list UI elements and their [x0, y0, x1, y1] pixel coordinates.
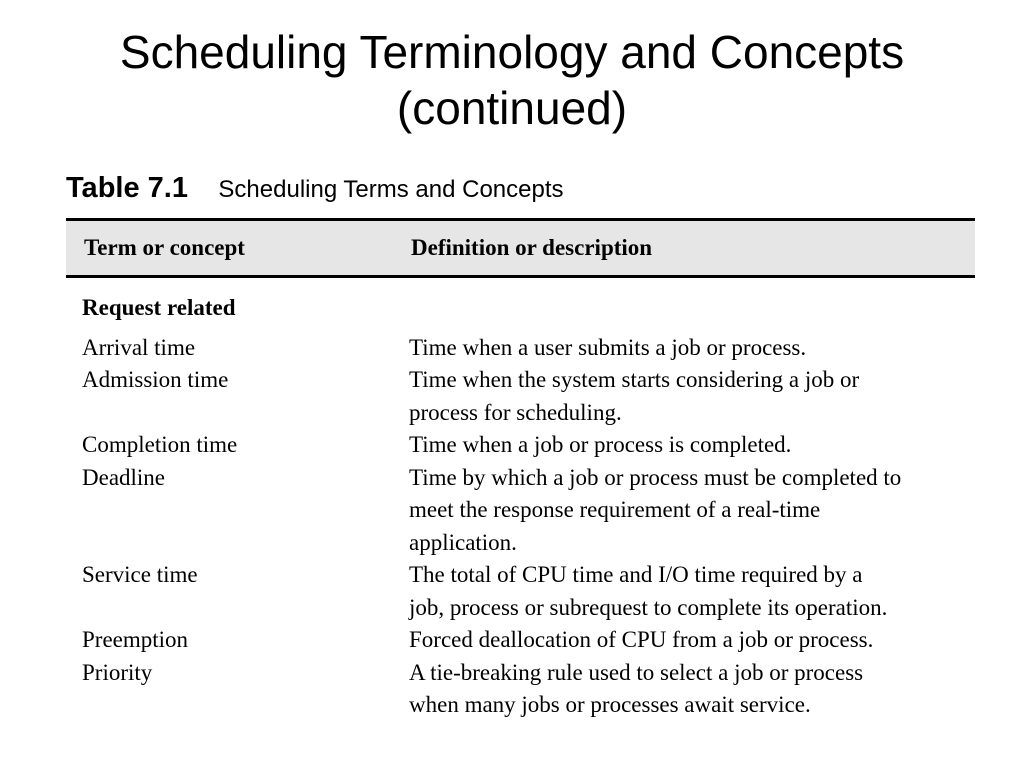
table-row — [66, 624, 975, 657]
table-caption — [66, 172, 564, 205]
table-header — [66, 218, 975, 278]
definition-cell — [409, 332, 975, 365]
header-term: Term or concept — [84, 235, 245, 260]
definition-cell — [409, 364, 975, 429]
definition-line: Time when the system starts considering a job or — [409, 367, 860, 392]
definition-cell — [409, 624, 975, 657]
definition-line: Time when a job or process is completed. — [409, 432, 792, 457]
table-row — [66, 657, 975, 722]
term-cell: Service time — [82, 562, 198, 587]
slide-title — [0, 24, 1024, 136]
slide-title-line-2: (continued) — [396, 82, 628, 134]
definition-line: application. — [409, 529, 517, 555]
table-row — [66, 364, 975, 429]
table-title: Scheduling Terms and Concepts — [218, 176, 564, 203]
term-cell: Completion time — [82, 432, 238, 457]
table-row — [66, 462, 975, 560]
definition-cell — [409, 462, 975, 560]
definition-cell — [409, 559, 975, 624]
table-rows — [66, 332, 975, 722]
definition-line: meet the response requirement of a real-time — [409, 497, 821, 522]
definition-line: Time by which a job or process must be completed to — [409, 464, 902, 490]
term-cell: Deadline — [82, 464, 166, 490]
table-row — [66, 332, 975, 365]
term-cell: Priority — [82, 659, 153, 685]
definition-line: process for scheduling. — [409, 399, 622, 425]
definition-line: when many jobs or processes await service. — [409, 692, 811, 717]
table-row — [66, 559, 975, 624]
definition-line: job, process or subrequest to complete its operation. — [409, 594, 888, 620]
definition-line: The total of CPU time and I/O time required by a — [409, 562, 863, 587]
term-cell: Admission time — [82, 367, 229, 392]
definition-line: Forced deallocation of CPU from a job or process. — [409, 627, 874, 652]
table-body — [66, 292, 975, 722]
definition-cell — [409, 429, 975, 462]
term-cell: Preemption — [82, 627, 189, 652]
table-row — [66, 429, 975, 462]
slide-title-line-1: Scheduling Terminology and Concepts — [119, 26, 905, 78]
table-number: Table 7.1 — [66, 172, 188, 204]
definition-line: Time when a user submits a job or process. — [409, 334, 807, 360]
definition-cell — [409, 657, 975, 722]
header-definition: Definition or description — [411, 235, 653, 260]
section-heading: Request related — [82, 295, 236, 320]
definition-line: A tie-breaking rule used to select a job or process — [409, 659, 864, 685]
term-cell: Arrival time — [82, 334, 196, 360]
